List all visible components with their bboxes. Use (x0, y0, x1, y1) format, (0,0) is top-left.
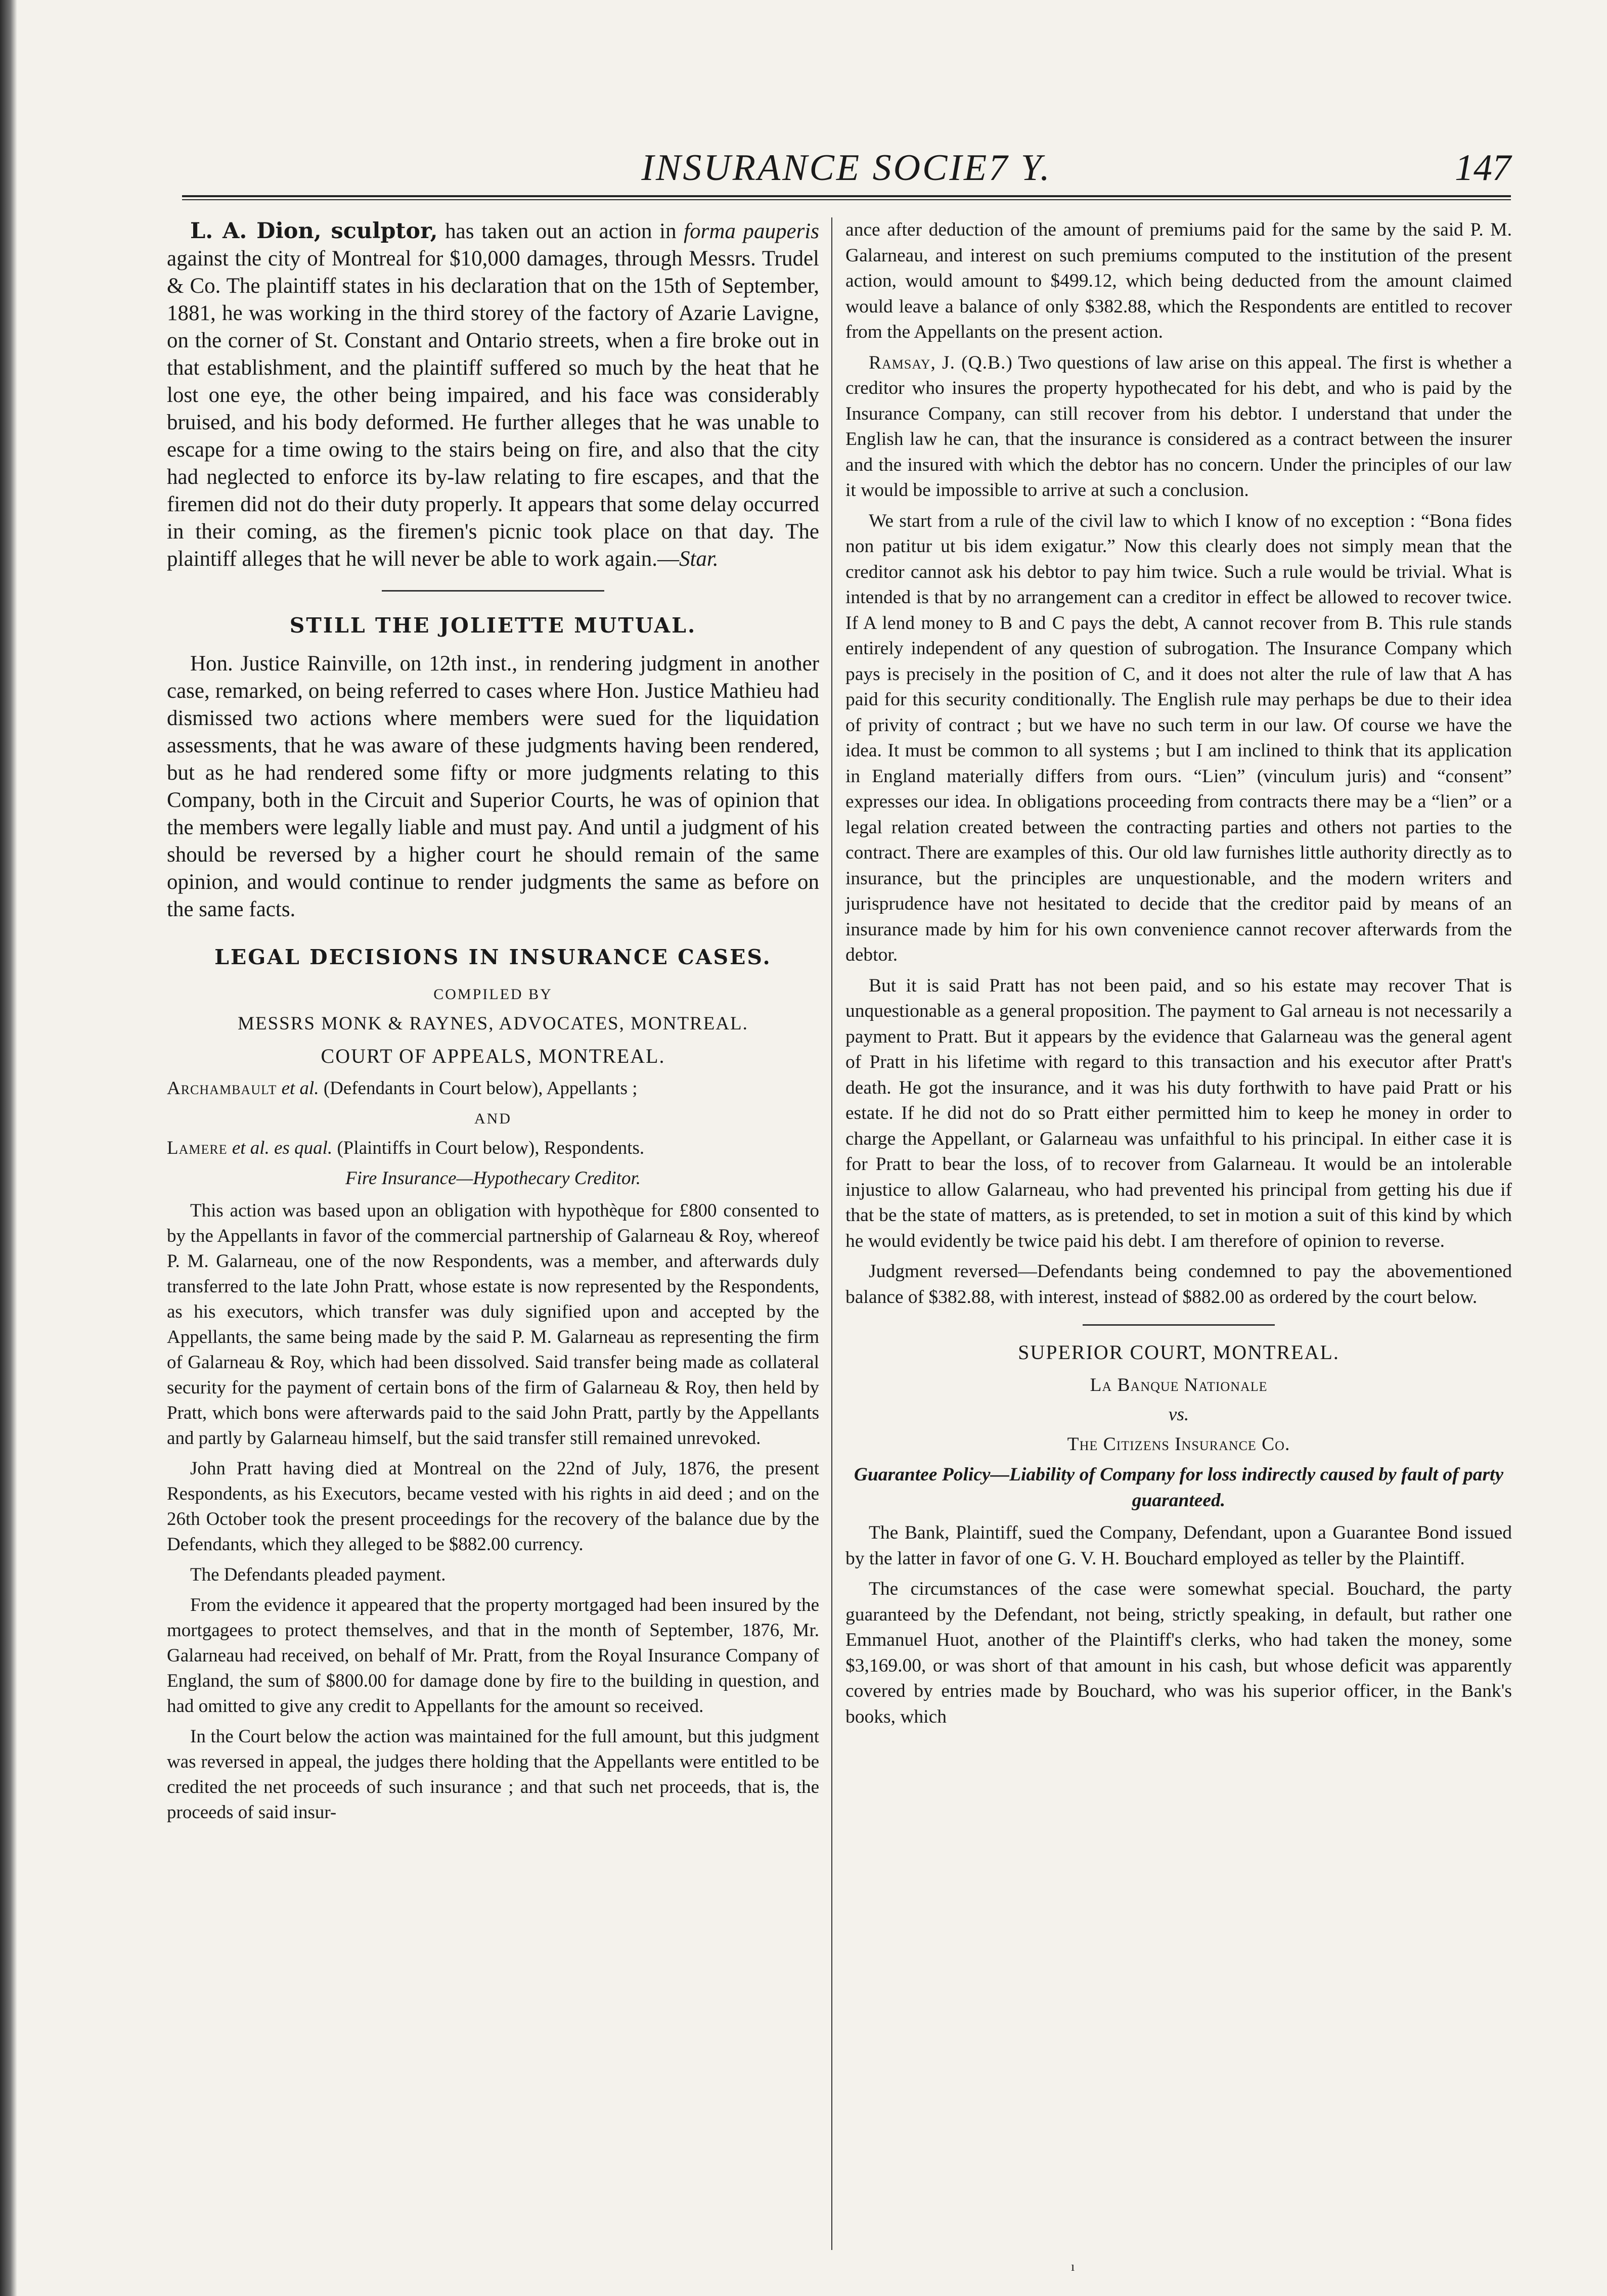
party-2-role: (Plaintiffs in Court below), Respondents. (332, 1138, 645, 1158)
ramsay-name: Ramsay, J. (Q.B.) (869, 352, 1013, 373)
page-number: 147 (1455, 147, 1511, 189)
civil-law-rule: We start from a rule of the civil law to which I know of no exception : “Bona fides non patitur ut bis idem exigatur.” Now this clearly does not simply mean that the creditor cannot ask his debtor to pay him twice. Such a rule would be trivial. What is intended is that by no arrangement can a creditor in effect be allowed to recover twice. If A lend money to B and C pays the debt, A cannot recover from B. This rule stands entirely independent of any question of subrogation. The Insurance Company which pays is precisely in the position of C, and it does not alter the rule of law that A has paid for this security conditionally. The English rule may perhaps be due to their idea of privity of contract ; but we have no such term in our law. Of course we have the idea. It must be common to all systems ; but I am inclined to think that its application in England materially differs from ours. “Lien” (vinculum juris) and “consent” expresses our idea. In obligations proceeding from contracts there may be a “lien” or a legal relation created between the contracting parties and others not parties to the contract. There are examples of this. Our old law furnishes little authority directly as to insurance, but the principles are unquestionable, and the modern writers and jurisprudence have not hesitated to decide that the creditor paid by means of an insurance made by him for his own convenience cannot recover afterwards from the debtor. (845, 510, 1512, 965)
section-rule (382, 590, 604, 592)
party-1-role: (Defendants in Court below), Appellants ; (319, 1078, 638, 1099)
superior-court: SUPERIOR COURT, MONTREAL. (1018, 1341, 1340, 1364)
case-caption: Fire Insurance—Hypothecary Creditor. (345, 1168, 641, 1189)
and-label: AND (474, 1110, 512, 1127)
ramsay-opinion (845, 350, 1512, 504)
legal-decisions (167, 982, 819, 1825)
court-of-appeals: COURT OF APPEALS, MONTREAL. (321, 1045, 665, 1067)
party-1-name: Archambault (167, 1078, 277, 1099)
page-spine-shadow (0, 0, 17, 2296)
column-divider (831, 217, 832, 2250)
header-rule (182, 195, 1511, 200)
superior-para-1: The Bank, Plaintiff, sued the Company, Defendant, upon a Guarantee Bond issued by the latter in favor of one G. V. H. Bouchard employed as teller by the Plaintiff. (845, 1522, 1512, 1569)
superior-caption: Guarantee Policy—Liability of Company for loss indirectly caused by fault of party guaranteed. (854, 1464, 1504, 1511)
dion-text-1: has taken out an action in (437, 219, 684, 243)
case-para-1: This action was based upon an obligation with hypothèque for £800 consented to by the Appellants in favor of the commercial partnership of Galarneau & Roy, whereof P. M. Galarneau, one of the now Respondents, was a member, and afterwards duly transferred to the late John Pratt, whose estate is now represented by the Respondents, as his executors, which transfer was duly signified upon and accepted by the Appellants, the same being made by the said P. M. Galarneau as representing the firm of Galarneau & Roy, which had been dissolved. Said transfer being made as collateral security for the payment of certain bons of the firm of Galarneau & Roy, then held by Pratt, which bons were afterwards paid to the said John Pratt, partly by the Appellants and partly by Galarneau himself, but the said transfer still remained unrevoked. (167, 1200, 819, 1449)
dion-source: Star. (679, 547, 719, 571)
footer-mark: ı (1071, 2259, 1075, 2274)
ramsay-text: Two questions of law arise on this appeal. The first is whether a creditor who insures the property hypothecated for his debt, and who is paid by the Insurance Company, can still recover from his debtor. I understand that under the English law he can, that the insurance is considered as a contract between the insurer and the insured with which the debtor has no concern. Under the principles of our law it would be impossible to arrive at such a conclusion. (845, 352, 1512, 501)
joliette-heading: STILL THE JOLIETTE MUTUAL. (289, 613, 697, 638)
superior-vs: vs. (1168, 1404, 1189, 1425)
left-column (167, 217, 819, 1830)
superior-party-1: La Banque Nationale (1090, 1374, 1268, 1395)
party-respondents (167, 1136, 819, 1161)
party-2-etal: et al. es qual. (227, 1138, 333, 1158)
running-head: INSURANCE SOCIE7 Y. (641, 147, 1052, 189)
party-appellants (167, 1076, 819, 1101)
party-1-etal: et al. (277, 1078, 319, 1099)
case-para-continued: ance after deduction of the amount of premiums paid for the same by the said P. M. Galarneau, and interest on such premiums computed to the institution of the present action, would amount to $499.12, which being deducted from the amount claimed would leave a balance of only $382.88, which the Respondents are entitled to recover from the Appellants on the present action. (845, 219, 1512, 342)
case-para-2: John Pratt having died at Montreal on the 22nd of July, 1876, the present Respondents, as his Executors, became vested with his rights in aid deed ; and on the 26th October took the present proceedings for the recovery of the balance due by the Defendants, which they alleged to be $882.00 currency. (167, 1458, 819, 1555)
superior-para-2: The circumstances of the case were somewhat special. Bouchard, the party guaranteed by the Defendant, not being, strictly speaking, in default, but rather one Emmanuel Huot, another of the Plaintiff's clerks, who had taken the money, some $3,169.00, or was short of that amount in his cash, but whose deficit was apparently covered by entries made by Bouchard, who was his superior officer, in the Bank's books, which (845, 1579, 1512, 1727)
dion-article (167, 217, 819, 573)
dion-forma: forma pauperis (684, 219, 819, 243)
pratt-paragraph: But it is said Pratt has not been paid, and so his estate may recover That is unquestionable as a general proposition. The payment to Gal arneau is not necessarily a payment to Pratt. But it appears by the evidence that Galarneau was the general agent of Pratt in his lifetime with regard to this transaction and his executor after Pratt's death. He got the insurance, and it was his duty forthwith to have paid Pratt or his estate. If he did not do so Pratt either permitted him to keep he money in order to charge the Appellant, or Galarneau was unfaithful to his principal. In either case it is for Pratt to bear the loss, of to recover from Galarneau. It would be an intolerable injustice to allow Galarneau, who had prevented his principal from getting his due if that be the state of matters, as is pretended, to set in motion a suit of this kind by which he would evidently be twice paid his debt. I am therefore of opinion to reverse. (845, 975, 1512, 1251)
case-para-3: The Defendants pleaded payment. (190, 1564, 446, 1585)
case-para-4: From the evidence it appeared that the property mortgaged had been insured by the mortgagees to protect themselves, and that in the month of September, 1876, Mr. Galarneau had received, on behalf of Mr. Pratt, from the Royal Insurance Company of England, the sum of $800.00 for damage done by fire to the building in question, and had omitted to give any credit to Appellants for the amount so received. (167, 1595, 819, 1717)
right-column (845, 217, 1512, 1735)
joliette-text: Hon. Justice Rainville, on 12th inst., in rendering judgment in another case, remarked, on being referred to cases where Hon. Justice Mathieu had dismissed two actions where members were sued for the liquidation assessments, that he was aware of these judgments having been rendered, but as he had rendered some fifty or more judgments relating to this Company, both in the Circuit and Superior Courts, he was of opinion that the members were legally liable and must pay. And until a judgment of his should be reversed by a higher court he should remain of the same opinion, and would continue to render judgments the same as before on the same facts. (167, 652, 819, 921)
compiled-by: COMPILED BY (433, 986, 553, 1003)
page-header (182, 147, 1511, 197)
party-2-name: Lamere (167, 1138, 228, 1158)
dion-lead: L. A. Dion, sculptor, (190, 218, 438, 244)
legal-heading: LEGAL DECISIONS IN INSURANCE CASES. (214, 945, 772, 969)
section-rule-right (1083, 1324, 1275, 1326)
case-para-5: In the Court below the action was maintained for the full amount, but this judgment was reversed in appeal, the judges there holding that the Appellants were entitled to be credited the net proceeds of such insurance ; and that such net proceeds, that is, the proceeds of said insur- (167, 1726, 819, 1823)
superior-party-2: The Citizens Insurance Co. (1067, 1433, 1290, 1455)
judgment-reversed: Judgment reversed—Defendants being condemned to pay the abovementioned balance of $382.88, with interest, instead of $882.00 as ordered by the court below. (845, 1261, 1512, 1308)
dion-text-2: against the city of Montreal for $10,000 damages, through Messrs. Trudel & Co. The plaintiff states in his declaration that on the 15th of September, 1881, he was working in the third storey of the factory of Azarie Lavigne, on the corner of St. Constant and Ontario streets, when a fire broke out in that establishment, and the plaintiff suffered so much by the heat that he lost one eye, the other being impaired, and his face was considerably bruised, and his body deformed. He further alleges that he was unable to escape for a time owing to the stairs being on fire, and also that the city had neglected to enforce its by-law relating to fire escapes, and that the firemen did not do their duty properly. It appears that some delay occurred in their coming, as the firemen's picnic took place on that day. The plaintiff alleges that he will never be able to work again.— (167, 247, 819, 571)
compilers: MESSRS MONK & RAYNES, ADVOCATES, MONTREAL. (238, 1013, 748, 1034)
